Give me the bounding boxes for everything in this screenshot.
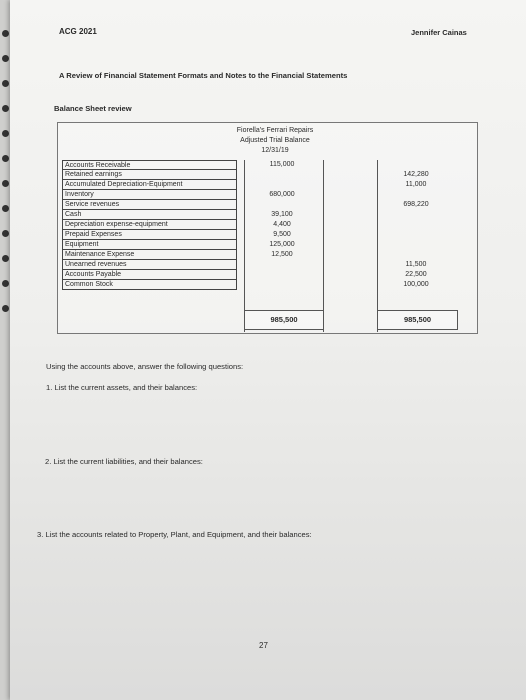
table-row	[58, 210, 477, 220]
debit-amount: 125,000	[269, 241, 295, 248]
page-number: 27	[259, 641, 268, 650]
report-name: Adjusted Trial Balance	[240, 137, 310, 144]
account-name: Inventory	[62, 190, 237, 200]
debit-amount: 4,400	[273, 221, 291, 228]
table-row	[58, 190, 477, 200]
debit-amount: 9,500	[273, 231, 291, 238]
credit-amount: 11,000	[405, 181, 427, 188]
course-code: ACG 2021	[59, 27, 97, 36]
table-row	[58, 230, 477, 240]
company-name: Fiorella's Ferrari Repairs	[236, 127, 314, 134]
table-row	[58, 180, 477, 190]
account-name: Unearned revenues	[62, 260, 237, 270]
account-name: Equipment	[62, 240, 237, 250]
binding-hole	[2, 80, 9, 87]
table-row	[58, 170, 477, 180]
account-name: Common Stock	[62, 280, 237, 290]
credit-amount: 100,000	[403, 281, 429, 288]
table-row	[58, 270, 477, 280]
credit-amount: 698,220	[403, 201, 429, 208]
credit-amount: 142,280	[403, 171, 429, 178]
instructions: Using the accounts above, answer the following questions:	[46, 362, 244, 371]
account-name: Accumulated Depreciation-Equipment	[62, 180, 237, 190]
table-row	[58, 250, 477, 260]
binding-hole	[2, 30, 9, 37]
binding-hole	[2, 205, 9, 212]
table-row	[58, 280, 477, 290]
binding-hole	[2, 280, 9, 287]
table-row	[58, 240, 477, 250]
table-row	[58, 160, 477, 170]
account-name: Service revenues	[62, 200, 237, 210]
student-name: Jennifer Cainas	[411, 28, 467, 37]
question-3: 3. List the accounts related to Property, Plant, and Equipment, and their balances:	[37, 530, 312, 539]
binding-hole	[2, 305, 9, 312]
section-heading: Balance Sheet review	[54, 104, 132, 113]
binding-hole	[2, 230, 9, 237]
account-name: Accounts Payable	[62, 270, 237, 280]
binding-hole	[2, 105, 9, 112]
binding-hole	[2, 255, 9, 262]
debit-amount: 680,000	[269, 191, 295, 198]
binding-hole	[2, 130, 9, 137]
account-name: Depreciation expense-equipment	[62, 220, 237, 230]
trial-balance-table	[57, 122, 478, 334]
binding-hole	[2, 180, 9, 187]
account-name: Retained earnings	[62, 170, 237, 180]
account-name: Cash	[62, 210, 237, 220]
total-credit: 985,500	[377, 310, 458, 330]
document-title: A Review of Financial Statement Formats and Notes to the Financial Statements	[59, 71, 348, 80]
credit-amount: 22,500	[405, 271, 427, 278]
debit-amount: 12,500	[271, 251, 293, 258]
table-row	[58, 260, 477, 270]
credit-amount: 11,500	[405, 261, 427, 268]
report-date: 12/31/19	[261, 147, 289, 154]
question-1: 1. List the current assets, and their balances:	[46, 383, 198, 392]
account-name: Accounts Receivable	[62, 160, 237, 170]
debit-amount: 39,100	[271, 211, 293, 218]
binding-hole	[2, 55, 9, 62]
debit-amount: 115,000	[269, 161, 295, 168]
table-row	[58, 220, 477, 230]
question-2: 2. List the current liabilities, and their balances:	[45, 457, 203, 466]
account-name: Prepaid Expenses	[62, 230, 237, 240]
table-row	[58, 200, 477, 210]
notebook-binding	[0, 0, 10, 700]
total-debit: 985,500	[244, 310, 324, 330]
trial-balance-header	[220, 126, 330, 156]
account-name: Maintenance Expense	[62, 250, 237, 260]
document-page	[10, 0, 526, 700]
binding-hole	[2, 155, 9, 162]
